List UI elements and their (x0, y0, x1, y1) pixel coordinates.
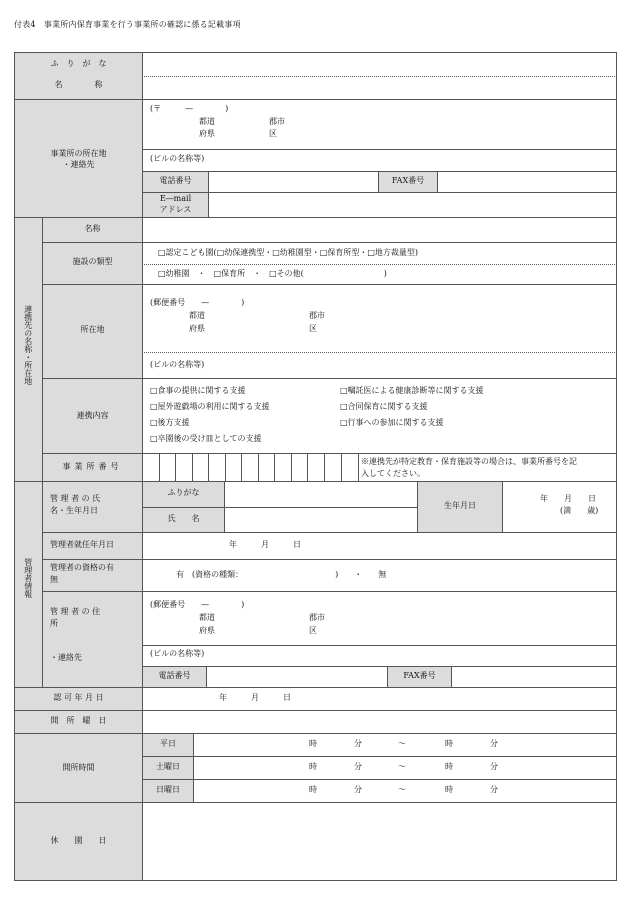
renkei-address-label: 所在地 (80, 325, 105, 334)
bango-label: 事業所番号 (62, 462, 123, 471)
kanrisha-furigana-input[interactable] (224, 481, 418, 508)
address-label-2: ・連絡先 (62, 160, 95, 169)
ruikei-label: 施設の類型 (72, 257, 113, 266)
bango-divider (175, 453, 176, 482)
saturday-label: 土曜日 (156, 762, 180, 771)
shunin-label: 管理者就任年月日 (50, 540, 114, 549)
tel-label: 電話番号 (159, 176, 192, 185)
address-label-1: 事業所の所在地 (50, 149, 107, 158)
bango-divider (159, 453, 160, 482)
bango-divider (241, 453, 242, 482)
kanrisha-side-label: 管理者情報 (23, 558, 33, 598)
bango-note-1: ※連携先が特定教育・保育施設等の場合は、事業所番号を記 (361, 457, 577, 466)
kaisho-input[interactable] (142, 710, 617, 734)
jikan-label: 開所時間 (62, 763, 95, 772)
kanrisha-todou: 都道 (199, 613, 215, 622)
naiyo-item[interactable]: □嘱託医による健康診断等に関する支援 (340, 386, 484, 395)
renkei-name-label: 名称 (84, 224, 101, 233)
renkei-name-input[interactable] (142, 217, 617, 243)
renkei-postal: (郵便番号 — ) (150, 298, 245, 307)
saturday-kara: ～ (398, 762, 406, 771)
seinengappi-label: 生年月日 (444, 501, 476, 510)
ninka-input[interactable] (142, 687, 617, 711)
naiyo-item[interactable]: □合同保育に関する支援 (340, 402, 428, 411)
shikaku-label-2: 無 (50, 575, 58, 584)
ruikei-line-1[interactable]: □認定こども園(□幼保連携型・□幼稚園型・□保育所型・□地方裁量型) (158, 248, 419, 257)
naiyo-item[interactable]: □屋外遊戯場の利用に関する支援 (150, 402, 270, 411)
renkei-building: (ビルの名称等) (150, 360, 205, 369)
kanrisha-tel-label: 電話番号 (158, 671, 191, 680)
sunday-kara: ～ (398, 785, 406, 794)
ninka-label: 認 可 年 月 日 (53, 693, 104, 702)
sunday-fun-2: 分 (490, 785, 498, 794)
kanrisha-renraku-label: ・連絡先 (50, 653, 82, 662)
divider (142, 264, 617, 265)
shikaku-value[interactable]: 有 (資格の種類： ) ・ 無 (176, 570, 387, 579)
shunin-value: 年 月 日 (229, 540, 301, 549)
shikaku-label-1: 管理者の資格の有 (50, 563, 114, 572)
renkei-ku: 区 (309, 324, 317, 333)
postal-mark: (〒 — ) (150, 104, 229, 113)
kanrisha-gunshi: 郡市 (309, 613, 325, 622)
ku-label: 区 (269, 129, 277, 138)
divider (142, 76, 617, 77)
naiyo-item[interactable]: □後方支援 (150, 418, 190, 427)
naiyo-item[interactable]: □食事の提供に関する支援 (150, 386, 246, 395)
meisho-label: 名 称 (54, 80, 103, 89)
sunday-label: 日曜日 (156, 785, 180, 794)
kanrisha-building-cell[interactable] (142, 645, 617, 667)
furigana-label: ふ り が な (50, 59, 107, 68)
kanrisha-shimei-label: 氏 名 (167, 514, 200, 523)
gunshi-label: 郡市 (269, 117, 285, 126)
email-input[interactable] (208, 192, 617, 218)
kanrisha-furigana-label: ふりがな (167, 488, 200, 497)
kanrisha-building: (ビルの名称等) (150, 649, 205, 658)
renkei-todou: 都道 (189, 311, 205, 320)
bango-divider (192, 453, 193, 482)
weekday-ji-1: 時 (309, 739, 317, 748)
sunday-fun-1: 分 (354, 785, 362, 794)
weekday-fun-1: 分 (354, 739, 362, 748)
weekday-ji-2: 時 (445, 739, 453, 748)
kanrisha-address-label-2: 所 (50, 619, 58, 628)
birth-age: (満 歳) (560, 506, 599, 515)
email-label-1: E―mail (159, 194, 192, 203)
bango-divider (291, 453, 292, 482)
kyuen-label: 休 園 日 (50, 836, 107, 845)
kanrisha-name-input[interactable] (224, 507, 418, 533)
bango-divider (258, 453, 259, 482)
renkei-fuken: 府県 (189, 324, 205, 333)
kanrisha-fax-input[interactable] (451, 666, 617, 688)
ruikei-line-2[interactable]: □幼稚園 ・ □保育所 ・ □その他( ) (158, 269, 387, 278)
kaisho-label: 開 所 曜 日 (50, 716, 107, 725)
weekday-fun-2: 分 (490, 739, 498, 748)
divider (142, 352, 617, 353)
kyuen-input[interactable] (142, 802, 617, 881)
building-input-cell[interactable] (142, 149, 617, 172)
naiyo-item[interactable]: □行事への参加に関する支援 (340, 418, 444, 427)
bango-divider (225, 453, 226, 482)
bango-divider (274, 453, 275, 482)
shimei-label-1: 管 理 者 の 氏 (50, 494, 101, 503)
naiyo-item[interactable]: □卒園後の受け皿としての支援 (150, 434, 262, 443)
bango-divider (307, 453, 308, 482)
weekday-label: 平日 (160, 739, 176, 748)
saturday-ji-1: 時 (309, 762, 317, 771)
shunin-input[interactable] (142, 532, 617, 560)
email-label-2: アドレス (159, 205, 192, 214)
bango-divider (341, 453, 342, 482)
weekday-kara: ～ (398, 739, 406, 748)
sunday-ji-2: 時 (445, 785, 453, 794)
fax-label: FAX番号 (391, 176, 425, 185)
renkei-gunshi: 郡市 (309, 311, 325, 320)
kanrisha-postal: (郵便番号 — ) (150, 600, 245, 609)
building-label: (ビルの名称等) (150, 154, 205, 163)
kanrisha-tel-input[interactable] (206, 666, 388, 688)
kanrisha-fax-label: FAX番号 (403, 671, 436, 680)
kanrisha-fuken: 府県 (199, 626, 215, 635)
bango-divider (208, 453, 209, 482)
saturday-fun-1: 分 (354, 762, 362, 771)
fax-input[interactable] (437, 171, 617, 193)
bango-note-2: 入してください。 (361, 469, 425, 478)
ninka-value: 年 月 日 (219, 693, 291, 702)
kanrisha-address-label-1: 管 理 者 の 住 (50, 607, 101, 616)
shimei-label-2: 名・生年月日 (50, 506, 98, 515)
saturday-fun-2: 分 (490, 762, 498, 771)
renkei-side-label: 連携先の名称・所在地 (23, 305, 33, 385)
form-title: 付表4 事業所内保育事業を行う事業所の確認に係る記載事項 (14, 20, 241, 29)
sunday-ji-1: 時 (309, 785, 317, 794)
todou-label: 都道 (199, 117, 215, 126)
tel-input[interactable] (208, 171, 379, 193)
renkei-naiyo-label: 連携内容 (76, 411, 109, 420)
saturday-ji-2: 時 (445, 762, 453, 771)
birth-ymd: 年 月 日 (540, 494, 596, 503)
kanrisha-ku: 区 (309, 626, 317, 635)
kanrisha-address-header (42, 591, 143, 688)
bango-divider (324, 453, 325, 482)
fuken-label: 府県 (199, 129, 215, 138)
